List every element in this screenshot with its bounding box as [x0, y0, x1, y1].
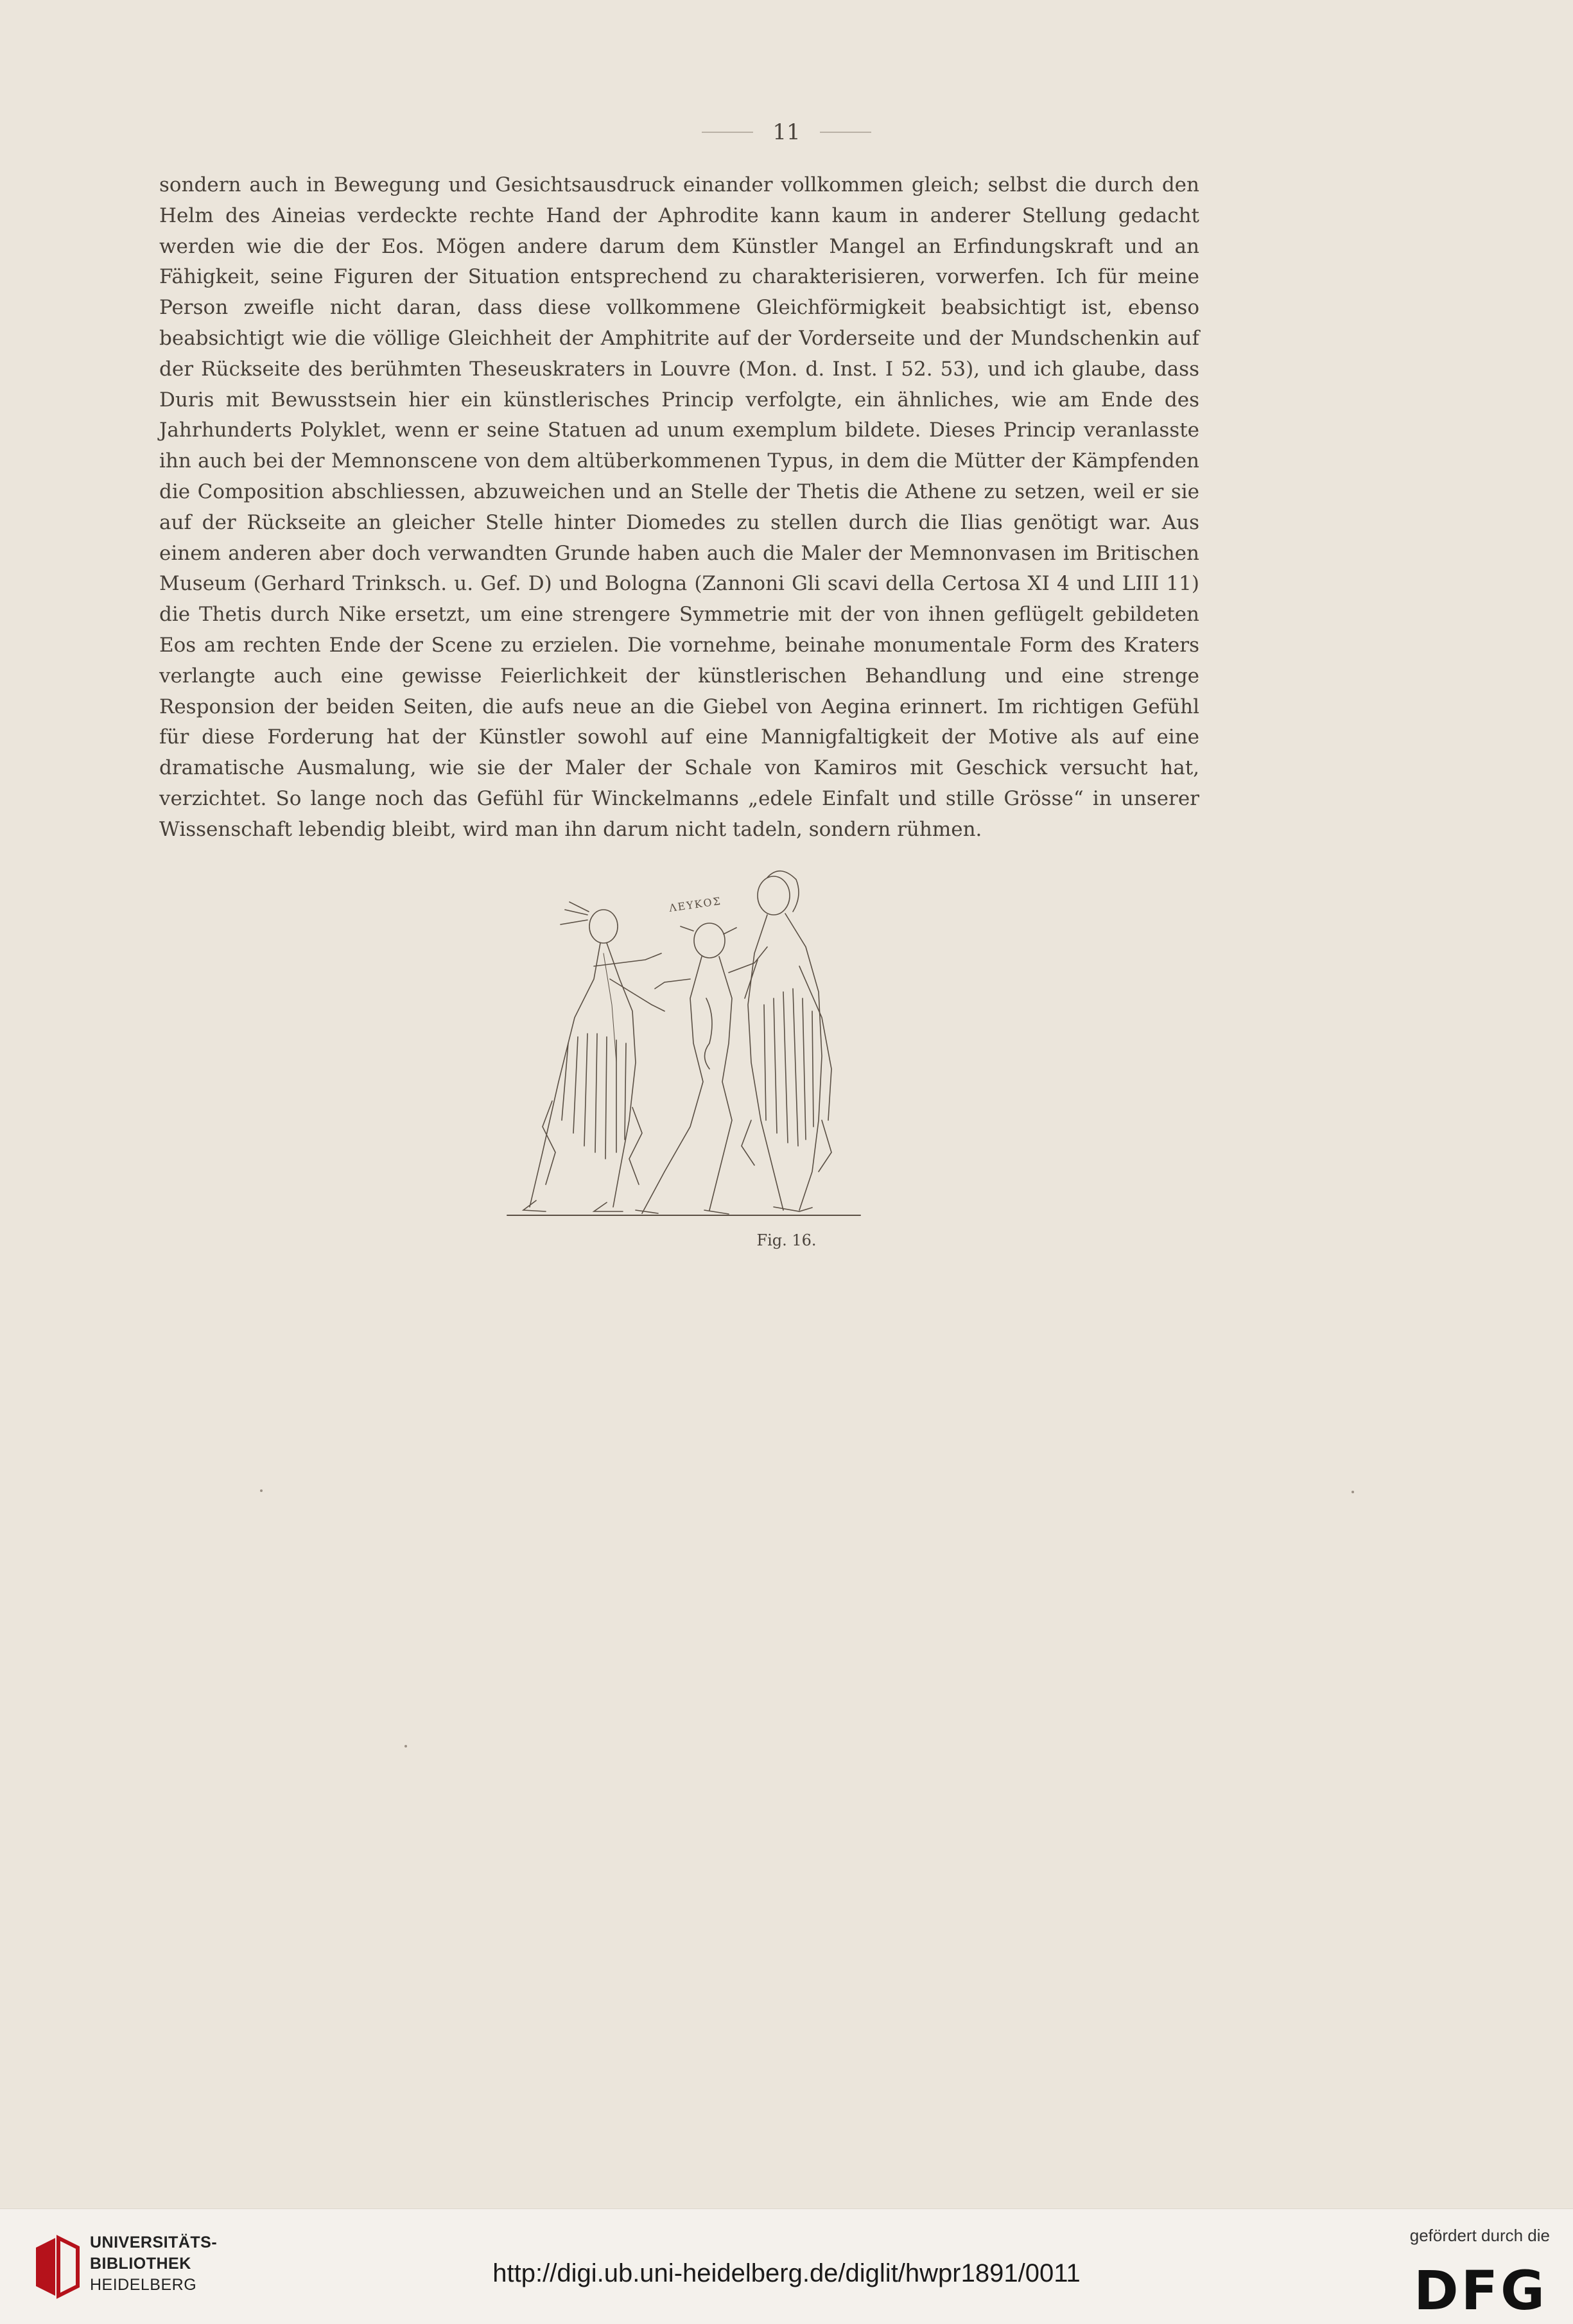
text-line: Britischen Museum (Gerhard Trinksch. u. Gef. D) und Bologna (Zannoni Gli scavi della Certosa XI 4 [159, 541, 1199, 596]
text-line: die aufs neue an die Giebel von Aegina erinnert. Im richtigen Gefühl für diese Forderung hat der Künstler [159, 695, 1200, 749]
page-number: 11 [772, 119, 801, 145]
paper-speck [404, 1745, 407, 1747]
paper-speck [1351, 1491, 1354, 1493]
text-line: (Mon. d. Inst. I 52. 53), und ich glaube, dass Duris mit Bewusstsein hier ein künstlerisches Princip verfolgte, [159, 357, 1199, 412]
page-header [0, 119, 1573, 145]
text-line: „edele Einfalt und stille Grösse“ in unserer Wissenschaft lebendig bleibt, wird man ihn darum nicht tadeln, [159, 786, 1199, 841]
text-line: des Aineias verdeckte rechte Hand der Aphrodite kann kaum in anderer Stellung gedacht werden wie die der [159, 204, 1199, 258]
paper-speck [260, 1489, 263, 1492]
vase-painting-drawing [498, 851, 870, 1223]
text-line: Mütter der Kämpfenden die Composition abschliessen, abzuweichen und an Stelle der Thetis die Athene zu [159, 449, 1200, 503]
body-paragraph [159, 170, 1199, 845]
right-female-figure [742, 871, 831, 1211]
header-rule-left [702, 132, 753, 133]
text-line: sondern auch in Bewegung und Gesichtsausdruck einander vollkommen gleich; selbst die durch den Helm [159, 173, 1199, 227]
text-line: vollkommene Gleichförmigkeit beabsichtigt ist, ebenso beabsichtigt wie die völlige Gleichheit der Amphitrite [159, 296, 1199, 350]
text-line: setzen, weil er sie auf der Rückseite an gleicher Stelle hinter Diomedes zu stellen durch die Ilias genötigt [159, 480, 1199, 534]
text-line: Situation entsprechend zu charakterisieren, vorwerfen. Ich für meine Person zweifle nicht daran, dass diese [159, 265, 1199, 320]
left-female-figure [523, 902, 665, 1211]
text-line: Dieses Princip veranlasste ihn auch bei der Memnonscene von dem altüberkommenen Typus, in dem die [159, 419, 1199, 473]
figure-caption: Fig. 16. [756, 1231, 817, 1249]
text-line: ein ähnliches, wie am Ende des Jahrhunderts Polyklet, wenn er seine Statuen ad unum exemplum bildete. [159, 388, 1199, 442]
vase-inscription: ΛΕΥΚΟΣ [668, 894, 722, 914]
text-line: Eos am rechten Ende der Scene zu erzielen. Die vornehme, beinahe monumentale Form des Kraters verlangte [159, 633, 1199, 688]
text-line: Eos. Mögen andere darum dem Künstler Mangel an Erfindungskraft und an Fähigkeit, seine Figuren der [159, 234, 1199, 289]
central-nude-figure [636, 923, 767, 1214]
vase-painting-figure [498, 851, 870, 1223]
library-name-line: UNIVERSITÄTS- [90, 2233, 218, 2251]
text-line: auf der Vorderseite und der Mundschenkin auf der Rückseite des berühmten Theseuskraters in Louvre [159, 326, 1199, 381]
library-name-line: BIBLIOTHEK [90, 2255, 191, 2273]
dfg-logo: DFG [1413, 2259, 1547, 2322]
text-line: auch eine gewisse Feierlichkeit der künstlerischen Behandlung und eine strenge Responsion der beiden Seiten, [159, 664, 1200, 718]
text-line: sowohl auf eine Mannigfaltigkeit der Motive als auf eine dramatische Ausmalung, wie sie der Maler der [159, 725, 1199, 780]
text-line: und LIII 11) die Thetis durch Nike ersetzt, um eine strengere Symmetrie mit der von ihnen geflügelt gebildeten [159, 572, 1199, 627]
text-line: sondern rühmen. [808, 817, 982, 841]
text-line: war. Aus einem anderen aber doch verwandten Grunde haben auch die Maler der Memnonvasen im [159, 510, 1199, 565]
text-line: Schale von Kamiros mit Geschick versucht hat, verzichtet. So lange noch das Gefühl für Winckelmanns [159, 756, 1200, 810]
library-name-line: HEIDELBERG [90, 2276, 197, 2294]
permalink-url[interactable]: http://digi.ub.uni-heidelberg.de/diglit/hwpr1891/0011 [492, 2259, 1081, 2287]
header-rule-right [820, 132, 871, 133]
body-text [159, 170, 1199, 845]
funding-note: gefördert durch die [1409, 2226, 1550, 2245]
digitization-footer [0, 2208, 1573, 2324]
